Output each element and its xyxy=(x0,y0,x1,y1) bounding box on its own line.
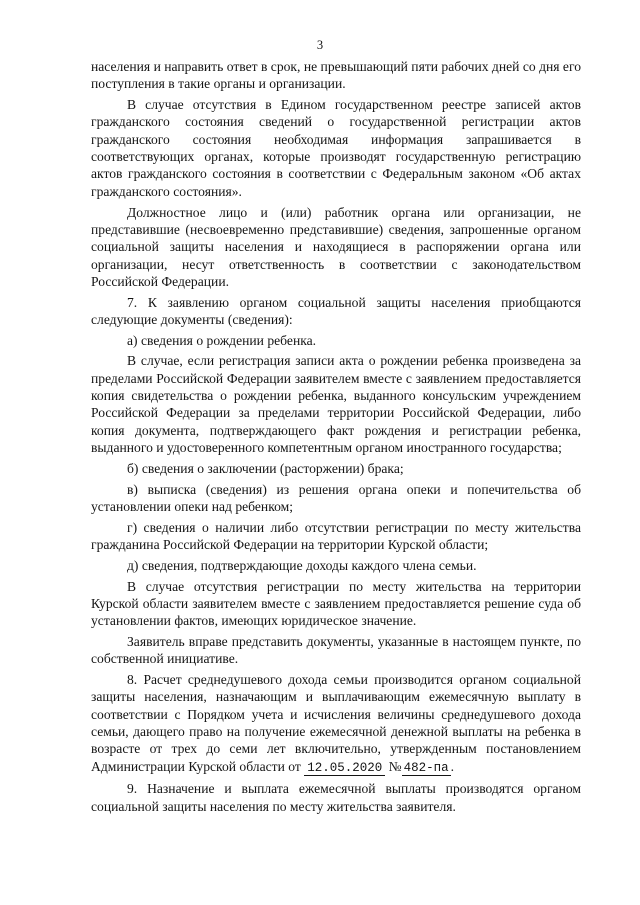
paragraph-item-9: 9. Назначение и выплата ежемесячной выплаты производятся органом социальной защиты населения по месту жительства заявителя. xyxy=(91,781,581,814)
paragraph-registry-absence: В случае отсутствия в Едином государственном реестре записей актов гражданского состояния сведений о государственной регистрации актов гражданского состояния необходимая информация запрашивается в соответствующих органах, которые производят государственную регистрацию актов гражданского состояния в соответствии с Федеральным законом «Об актах гражданского состояния». xyxy=(91,97,581,199)
paragraph-responsibility: Должностное лицо и (или) работник органа или организации, не представившие (несвоевременно представившие) сведения, запрошенные органом социальной защиты населения и находящиеся в распоряжении органа или организации, несут ответственность в соответствии с законодательством Российской Федерации. xyxy=(91,204,581,289)
subitem-d: д) сведения, подтверждающие доходы каждого члена семьи. xyxy=(127,557,477,573)
document-body xyxy=(91,58,581,819)
paragraph-own-initiative: Заявитель вправе представить документы, указанные в настоящем пункте, по собственной инициативе. xyxy=(91,633,581,667)
subitem-g: г) сведения о наличии либо отсутствии регистрации по месту жительства гражданина Российской Федерации на территории Курской области; xyxy=(91,519,581,553)
decree-number: 482-па xyxy=(403,760,449,775)
subitem-v: в) выписка (сведения) из решения органа опеки и попечительства об установлении опеки над ребенком; xyxy=(91,481,581,514)
paragraph-item-8 xyxy=(91,671,581,777)
decree-number-label: № xyxy=(388,758,402,774)
item-8-end: . xyxy=(450,758,455,774)
subitem-a: а) сведения о рождении ребенка. xyxy=(127,332,317,348)
paragraph-no-registration: В случае отсутствия регистрации по месту жительства на территории Курской области заявителем вместе с заявлением предоставляется решение суда об установлении фактов, имеющих юридическое значение. xyxy=(91,578,581,629)
page-number: 3 xyxy=(316,38,324,52)
paragraph-item-7: 7. К заявлению органом социальной защиты населения приобщаются следующие документы (сведения): xyxy=(91,294,581,327)
subitem-b: б) сведения о заключении (расторжении) брака; xyxy=(127,460,404,476)
paragraph-continuation: населения и направить ответ в срок, не превышающий пяти рабочих дней со дня его поступления в такие органы и организации. xyxy=(91,59,581,92)
paragraph-foreign-birth: В случае, если регистрация записи акта о рождении ребенка произведена за пределами Российской Федерации заявителем вместе с заявлением предоставляется копия свидетельства о рождении ребенка, выданного консульским учреждением Российской Федерации за пределами территории Российской Федерации, либо копия документа, подтверждающего факт рождения и регистрации ребенка, выданного и удостоверенного компетентным органом иностранного государства; xyxy=(91,353,581,456)
decree-date: 12.05.2020 xyxy=(304,761,385,776)
item-8-text: 8. Расчет среднедушевого дохода семьи производится органом социальной защиты населения, назначающим и выплачивающим ежемесячную выплату в соответствии с Порядком учета и исчисления величины среднедушевого дохода семьи, дающего право на получение ежемесячной денежной выплаты на ребенка в возрасте от трех до семи лет включительно, утвержденным постановлением Администрации Курской области от xyxy=(91,672,581,774)
